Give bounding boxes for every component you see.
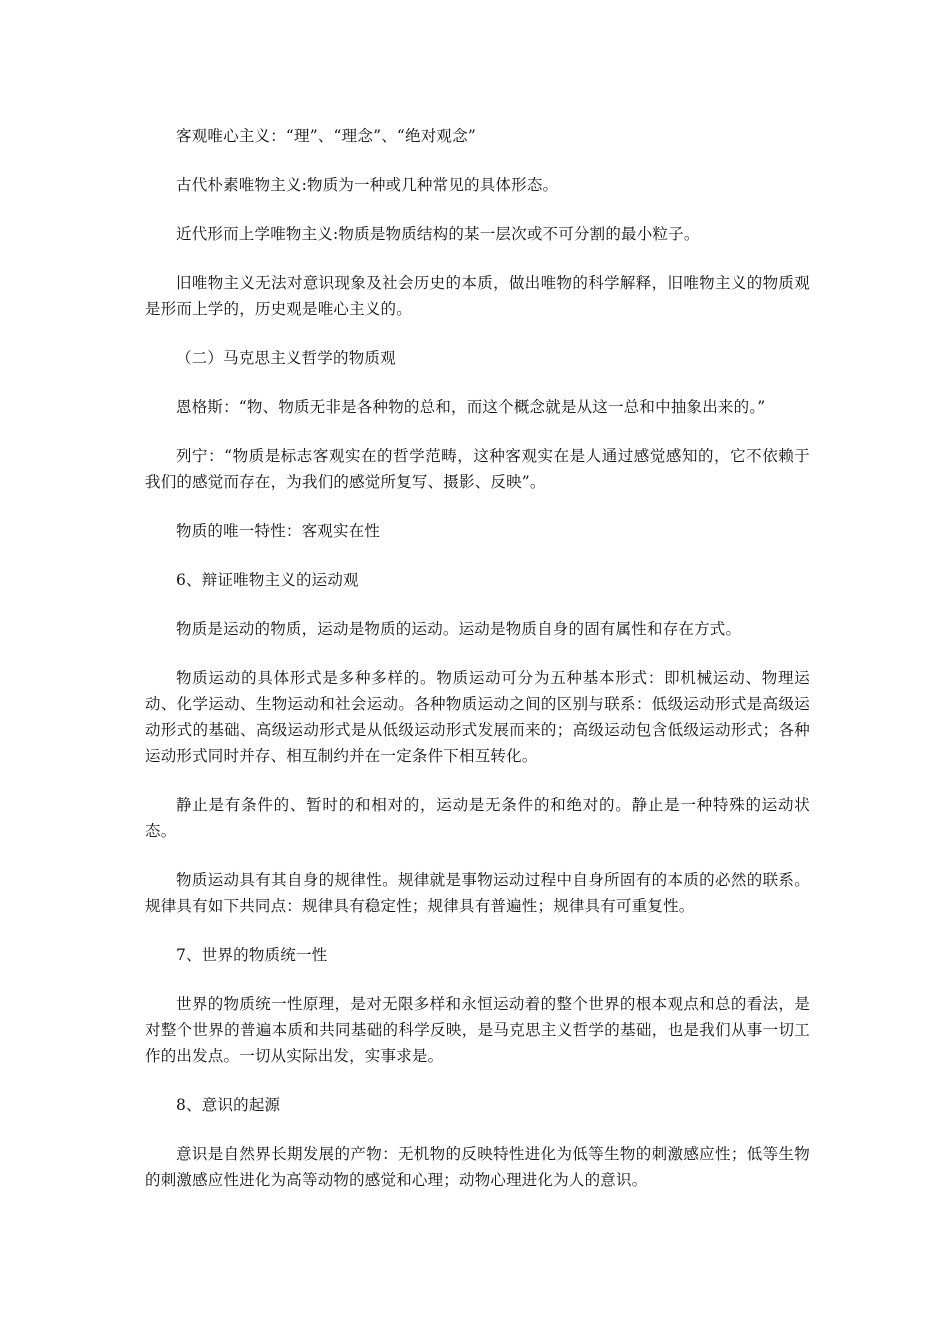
section-heading-7: 7、世界的物质统一性 (176, 946, 328, 964)
section-heading-6: 6、辩证唯物主义的运动观 (176, 571, 359, 589)
paragraph-objective-idealism: 客观唯心主义：“理”、“理念”、“绝对观念” (176, 127, 476, 145)
paragraph-engels-quote: 恩格斯：“物、物质无非是各种物的总和，而这个概念就是从这一总和中抽象出来的。” (176, 398, 766, 416)
paragraph-rest-and-motion: 静止是有条件的、暂时的和相对的，运动是无条件的和绝对的。静止是一种特殊的运动状态。 (145, 796, 810, 840)
paragraph-laws: 物质运动具有其自身的规律性。规律就是事物运动过程中自身所固有的本质的必然的联系。规律具有如下共同点：规律具有稳定性；规律具有普遍性；规律具有可重复性。 (145, 871, 810, 915)
document-body (145, 123, 810, 1216)
paragraph-consciousness-origin: 意识是自然界长期发展的产物：无机物的反映特性进化为低等生物的刺激感应性；低等生物的刺激感应性进化为高等动物的感觉和心理；动物心理进化为人的意识。 (145, 1145, 810, 1189)
section-heading-8: 8、意识的起源 (176, 1096, 281, 1114)
paragraph-motion-forms: 物质运动的具体形式是多种多样的。物质运动可分为五种基本形式：即机械运动、物理运动、化学运动、生物运动和社会运动。各种物质运动之间的区别与联系：低级运动形式是高级运动形式的基础、高级运动形式是从低级运动形式发展而来的；高级运动包含低级运动形式；各种运动形式同时并存、相互制约并在一定条件下相互转化。 (145, 669, 810, 765)
paragraph-motion-definition: 物质是运动的物质，运动是物质的运动。运动是物质自身的固有属性和存在方式。 (176, 620, 742, 638)
paragraph-metaphysical-materialism: 近代形而上学唯物主义:物质是物质结构的某一层次或不可分割的最小粒子。 (176, 225, 700, 243)
paragraph-lenin-quote: 列宁：“物质是标志客观实在的哲学范畴，这种客观实在是人通过感觉感知的，它不依赖于我们的感觉而存在，为我们的感觉所复写、摄影、反映”。 (145, 447, 810, 491)
section-heading-marxist-view: （二）马克思主义哲学的物质观 (176, 349, 396, 367)
paragraph-old-materialism: 旧唯物主义无法对意识现象及社会历史的本质，做出唯物的科学解释，旧唯物主义的物质观是形而上学的，历史观是唯心主义的。 (145, 274, 810, 318)
paragraph-sole-property: 物质的唯一特性：客观实在性 (176, 522, 381, 540)
paragraph-ancient-materialism: 古代朴素唯物主义:物质为一种或几种常见的具体形态。 (176, 176, 559, 194)
paragraph-material-unity: 世界的物质统一性原理，是对无限多样和永恒运动着的整个世界的根本观点和总的看法，是对整个世界的普遍本质和共同基础的科学反映，是马克思主义哲学的基础，也是我们从事一切工作的出发点。一切从实际出发，实事求是。 (145, 995, 810, 1065)
